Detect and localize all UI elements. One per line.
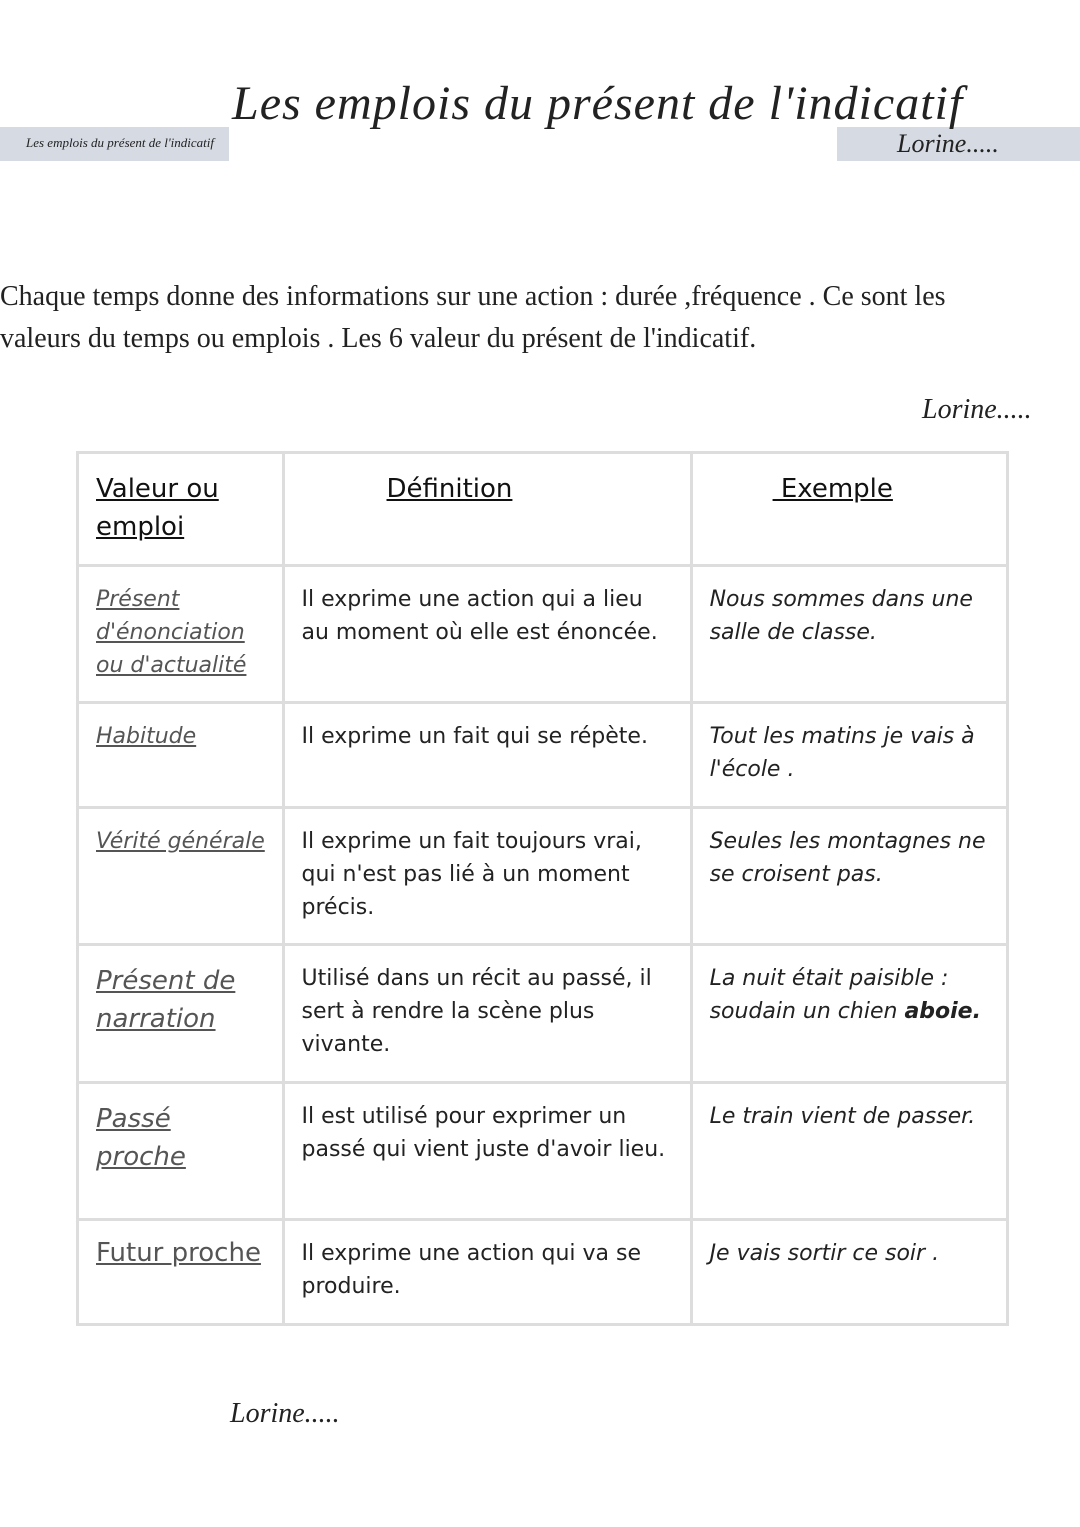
row-value: Futur proche <box>96 1238 261 1268</box>
row-definition: Il exprime une action qui a lieu au moment où elle est énoncée. <box>283 566 691 703</box>
signature-top: Lorine..... <box>922 394 1032 425</box>
header-example: Exemple <box>772 474 893 504</box>
row-definition: Il exprime un fait qui se répète. <box>283 703 691 808</box>
intro-line-2: valeurs du temps ou emplois . Les 6 valeur du présent de l'indicatif. <box>0 323 757 354</box>
table-row <box>78 945 1008 1083</box>
row-example: Tout les matins je vais à l'école . <box>691 703 1007 808</box>
row-definition: Il exprime une action qui va se produire. <box>283 1220 691 1325</box>
header-band-right <box>837 127 1080 161</box>
row-example-bold: aboie. <box>904 999 981 1024</box>
intro-paragraph <box>0 276 1080 360</box>
table-row <box>78 808 1008 945</box>
header-band-left-text: Les emplois du présent de l'indicatif <box>26 135 215 150</box>
row-example: Je vais sortir ce soir . <box>691 1220 1007 1325</box>
page-title: Les emplois du présent de l'indicatif <box>232 77 964 130</box>
signature-bottom: Lorine..... <box>230 1398 340 1429</box>
values-table <box>76 451 1009 1326</box>
table-row <box>78 566 1008 703</box>
table-header-row <box>78 453 1008 566</box>
row-value: Présent de narration <box>96 966 236 1034</box>
table-row <box>78 703 1008 808</box>
intro-line-1: Chaque temps donne des informations sur une action : durée ,fréquence . Ce sont les <box>0 281 946 312</box>
row-example-text: La nuit était paisible : soudain un chien <box>709 966 949 1024</box>
table-row <box>78 1220 1008 1325</box>
row-definition: Il exprime un fait toujours vrai, qui n'est pas lié à un moment précis. <box>283 808 691 945</box>
row-definition: Utilisé dans un récit au passé, il sert à rendre la scène plus vivante. <box>283 945 691 1083</box>
row-example <box>691 945 1007 1083</box>
row-value: Vérité générale <box>96 829 265 854</box>
row-value: Présent d'énonciation ou d'actualité <box>96 587 247 678</box>
header-band-right-text: Lorine..... <box>897 129 999 158</box>
row-definition: Il est utilisé pour exprimer un passé qui vient juste d'avoir lieu. <box>283 1083 691 1220</box>
row-example: Seules les montagnes ne se croisent pas. <box>691 808 1007 945</box>
header-band-left <box>0 127 229 161</box>
row-value: Habitude <box>96 724 197 749</box>
row-example: Nous sommes dans une salle de classe. <box>691 566 1007 703</box>
header-value: Valeur ou emploi <box>96 474 219 542</box>
row-example: Le train vient de passer. <box>691 1083 1007 1220</box>
row-value: Passé proche <box>96 1104 186 1172</box>
header-definition: Définition <box>386 474 513 504</box>
table-row <box>78 1083 1008 1220</box>
